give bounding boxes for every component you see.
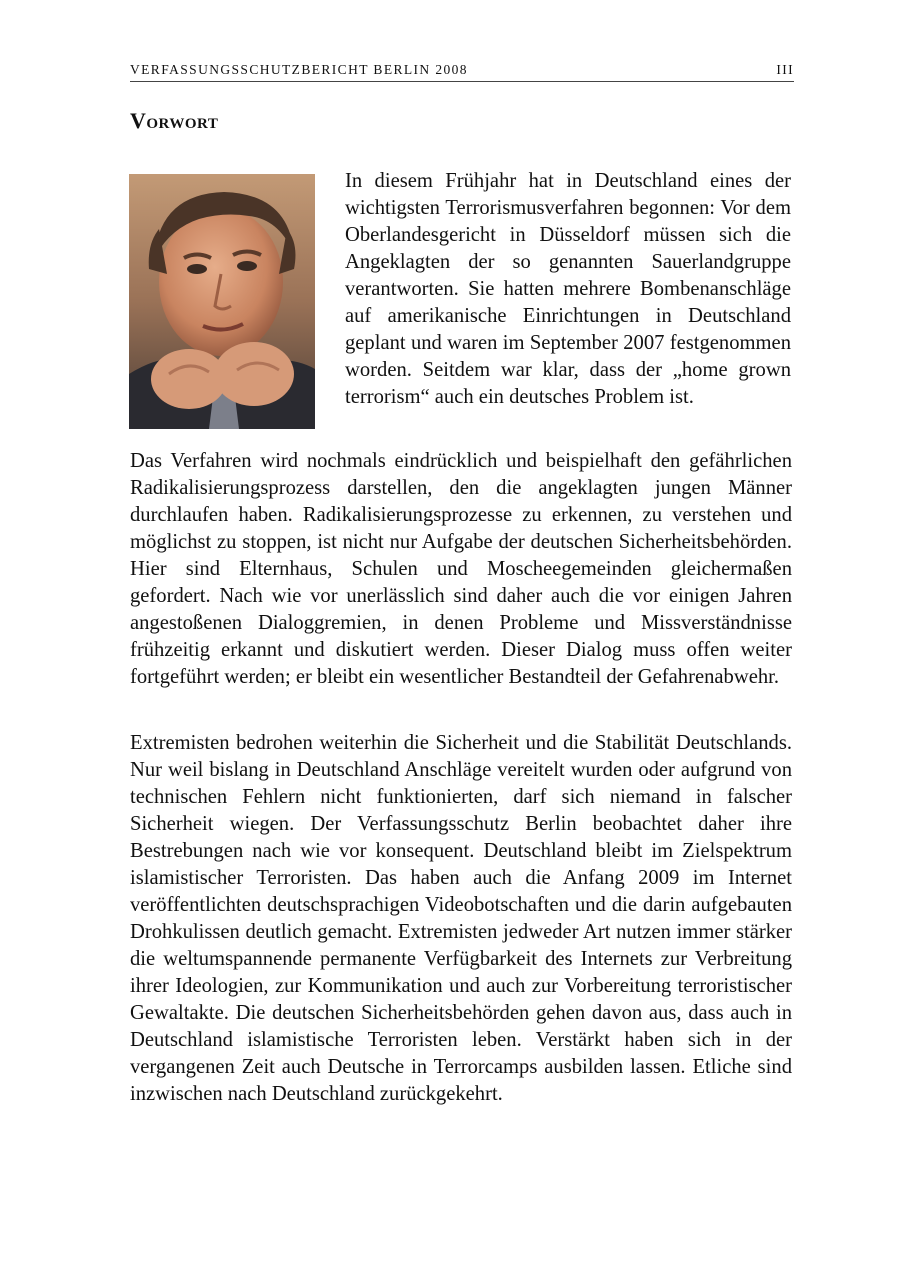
header-title: VERFASSUNGSSCHUTZBERICHT BERLIN 2008 <box>130 62 468 77</box>
portrait-photo <box>129 174 315 429</box>
body-paragraph-3: Extremisten bedrohen weiterhin die Sicherheit und die Stabilität Deutschlands. Nur weil bislang in Deutschland Anschläge vereitelt wurden oder aufgrund von technischen Fehlern nicht funktionierten, darf sich niemand in falscher Sicherheit wiegen. Der Verfassungsschutz Berlin beobachtet daher ihre Bestrebungen nach wie vor konsequent. Deutschland bleibt im Zielspektrum islamistischer Terroristen. Das haben auch die Anfang 2009 im Internet veröffentlichten deutschsprachigen Videobotschaften und die darin aufgebauten Drohkulissen deutlich gemacht. Extremisten jedweder Art nutzen immer stärker die weltumspannende permanente Verfügbarkeit des Internets zur Verbreitung ihrer Ideologien, zur Kommunikation und auch zur Vorbereitung terroristischer Gewaltakte. Die deutschen Sicherheitsbehörden gehen davon aus, dass auch in Deutschland islamistische Terroristen leben. Verstärkt haben sich in der vergangenen Zeit auch Deutsche in Terrorcamps ausbilden lassen. Etliche sind inzwischen nach Deutschland zurückgekehrt. <box>130 732 792 1105</box>
portrait-illustration <box>129 174 315 429</box>
running-header <box>130 62 794 82</box>
body-paragraph-2: Das Verfahren wird nochmals eindrücklich und beispielhaft den gefährlichen Radikalisierungsprozess darstellen, den die angeklagten jungen Männer durchlaufen haben. Radikalisierungsprozesse zu erkennen, zu verstehen und möglichst zu stoppen, ist nicht nur Aufgabe der deutschen Sicherheitsbehörden. Hier sind Elternhaus, Schulen und Moscheegemeinden gleichermaßen gefordert. Nach wie vor unerlässlich sind daher auch die vor einigen Jahren angestoßenen Dialoggremien, in denen Probleme und Missverständnisse frühzeitig erkannt und diskutiert werden. Dieser Dialog muss offen weiter fortgeführt werden; er bleibt ein wesentlicher Bestandteil der Gefahrenabwehr. <box>130 450 792 688</box>
page-number: III <box>776 62 794 77</box>
intro-paragraph: In diesem Frühjahr hat in Deutschland eines der wichtigsten Terrorismusverfahren begonnen: Vor dem Oberlandesgericht in Düsseldorf müssen sich die Angeklagten der so genannten Sauerlandgruppe verantworten. Sie hatten mehrere Bombenanschläge auf amerikanische Einrichtungen in Deutschland geplant und waren im September 2007 festgenommen worden. Seitdem war klar, dass der „home grown terrorism“ auch ein deutsches Problem ist. <box>345 170 791 408</box>
section-heading: Vorwort <box>130 108 219 133</box>
